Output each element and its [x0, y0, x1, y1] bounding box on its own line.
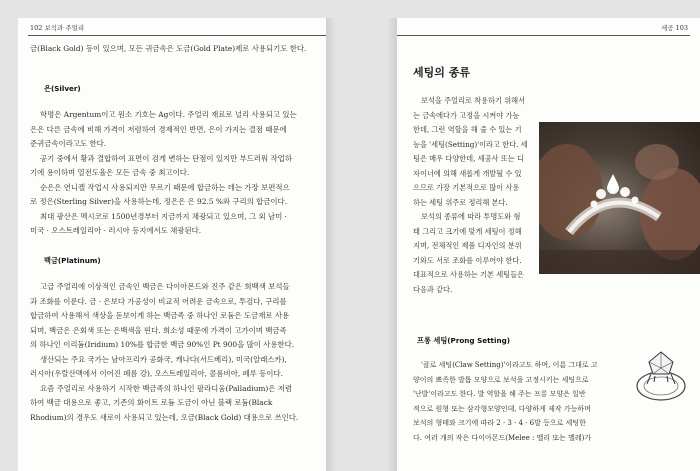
text-line: 보석을 주얼리로 착용하기 위해서	[421, 96, 526, 105]
left-header-rule	[28, 35, 326, 36]
text-line: 태 그리고 크기에 맞게 세팅이 정해	[413, 226, 522, 236]
text-line: 과 조화를 이룬다. 금 · 은보다 가공성이 비교적 어려운 금속으로, 투검다, 구리를	[30, 296, 287, 306]
text-line: 적으로 원형 또는 삼각형모양인데, 다양하게 제작 가능하며	[413, 404, 591, 413]
text-line: 팅은 매우 다양한데, 세공사 또는 디	[413, 154, 524, 163]
text-line: 의 하나인 이리듐(Iridium) 10%를 합금한 백금 90%인 Pt 900을 많이 사용한다.	[30, 340, 295, 349]
prong-heading: 프롱 세팅(Prong Setting)	[417, 336, 511, 345]
platinum-heading: 백금(Platinum)	[44, 256, 101, 265]
text-line: 기와도 서로 조화를 이루어야 한다.	[413, 255, 522, 265]
ring-setting-photo-image	[539, 122, 700, 274]
text-line: 기에 용이하며 열전도율은 모든 금속 중 최고이다.	[30, 168, 190, 177]
right-header-rule	[397, 35, 690, 36]
text-line: 대표적으로 사용하는 기본 세팅들은	[413, 270, 525, 279]
text-line: 최대 광산은 멕시코로 1500년경부터 지금까지 채광되고 있으며, 그 외 남미 ·	[40, 211, 287, 221]
text-line: 생산되는 주요 국가는 남아프리카 공화국, 캐나다(서드베리), 미국(알래스카),	[40, 354, 287, 364]
silver-heading: 은(Silver)	[44, 84, 81, 93]
text-line: 양이의 뾰족한 발톱 모양으로 보석을 고정시키는 세팅으로	[413, 375, 589, 384]
platinum-paragraph	[30, 280, 320, 425]
left-running-head: 102 보석과 주얼리	[30, 24, 85, 32]
text-line: 학명은 Argentum이고 원소 기호는 Ag이다. 주얼리 재료로 널리 사용되고 있는	[40, 110, 297, 119]
text-line: 준귀금속이라고도 한다.	[30, 139, 107, 148]
text-line: 으므로 가장 기본적으로 많이 사용	[413, 183, 520, 192]
prong-ring-illustration	[629, 340, 693, 410]
prong-paragraph	[413, 358, 626, 445]
text-line: 한데, 그런 역할을 해 줄 수 있는 기	[413, 125, 522, 134]
intro-paragraph	[413, 94, 537, 297]
text-line: 순은은 연니켈 작업시 사용되지만 무르기 때문에 합금하는 데는 가장 보편적으	[40, 182, 290, 192]
left-paragraph-top	[30, 42, 320, 57]
section-title: 세팅의 종류	[413, 66, 470, 79]
text-line: 다. 여러 개의 작은 다이아몬드(Melee : 멜리 또는 멜레)가	[413, 433, 592, 442]
text-line: 보석의 형태와 크기에 따라 2 · 3 · 4 · 6발 등으로 세팅한	[413, 419, 586, 427]
left-page	[18, 18, 326, 471]
text-line: 합금하여 사용해서 색상을 돋보이게 하는 백금족 중 하나인 로듐은 도금재로 사용	[30, 311, 290, 320]
text-line: 공기 중에서 황과 결합하여 표면이 검게 변하는 단점이 있지만 부드러워 작업하	[40, 153, 292, 163]
text-line: 로 정은(Sterling Silver)을 사용하는데, 정은은 은 92.5 %와 구리의 합금이다.	[30, 197, 288, 206]
text-line: '클로 세팅(Claw Setting)'이라고도 하며, 이름 그대로 고	[421, 361, 598, 369]
gutter-shadow-right	[387, 18, 397, 471]
text-line: 지며, 전체적인 제품 디자인의 분위	[413, 241, 522, 250]
ring-setting-photo	[539, 122, 700, 274]
text-line: 러시아(우랄산맥에서 이어진 페름 강), 오스트레일리아, 콜롬비아, 페루 등이다.	[30, 369, 283, 378]
text-line: 는 금속에다가 고정을 시켜야 가능	[413, 110, 520, 120]
page-navigation-tabs	[327, 466, 373, 471]
text-line: 다음과 같다.	[413, 284, 453, 294]
right-page	[397, 18, 700, 471]
text-line: 금(Black Gold) 등이 있으며, 모든 귀금속은 도금(Gold Plate)제로 사용되기도 한다.	[30, 44, 307, 53]
silver-paragraph	[30, 108, 320, 239]
right-running-head: 세공 103	[660, 24, 688, 32]
text-line: 되며, 백금은 은회색 또는 은백색을 띤다. 희소성 때문에 가격이 고가이며 백금족	[30, 325, 287, 335]
text-line: '난발'이라고도 한다. 발 역할을 해 주는 프롱 모양은 일반	[413, 390, 586, 398]
text-line: 하는 세팅 위주로 정리해 본다.	[413, 197, 508, 207]
text-line: 고급 주얼리에 이상적인 금속인 백금은 다이아몬드와 진주 같은 희백색 보석들	[40, 282, 290, 291]
text-line: 자이너에 의해 새롭게 개발될 수 있	[413, 168, 522, 178]
text-line: 능을 '세팅(Setting)'이라고 한다. 세	[413, 139, 528, 149]
text-line: 보석의 종류에 따라 투명도와 형	[421, 212, 521, 221]
text-line: 미국 · 오스트레일리아 · 러시아 등지에서도 채광된다.	[30, 226, 202, 235]
text-line: 하여 백금 대용으로 좋고, 기존의 화이트 로듐 도금이 아닌 블랙 로듐(Black	[30, 398, 273, 407]
text-line: 요즘 주얼리로 사용하기 시작한 백금족의 하나인 팔라디움(Palladium)은 저렴	[40, 383, 293, 393]
text-line: 은은 다른 금속에 비해 가격이 저렴하여 경제적인 반면, 은이 가지는 결점 때문에	[30, 124, 287, 134]
gutter-shadow-left	[326, 18, 336, 471]
text-line: Rhodium)의 경우도 새로이 사용되고 있는데, 오금(Black Gold) 대용으로 쓰인다.	[30, 412, 299, 422]
